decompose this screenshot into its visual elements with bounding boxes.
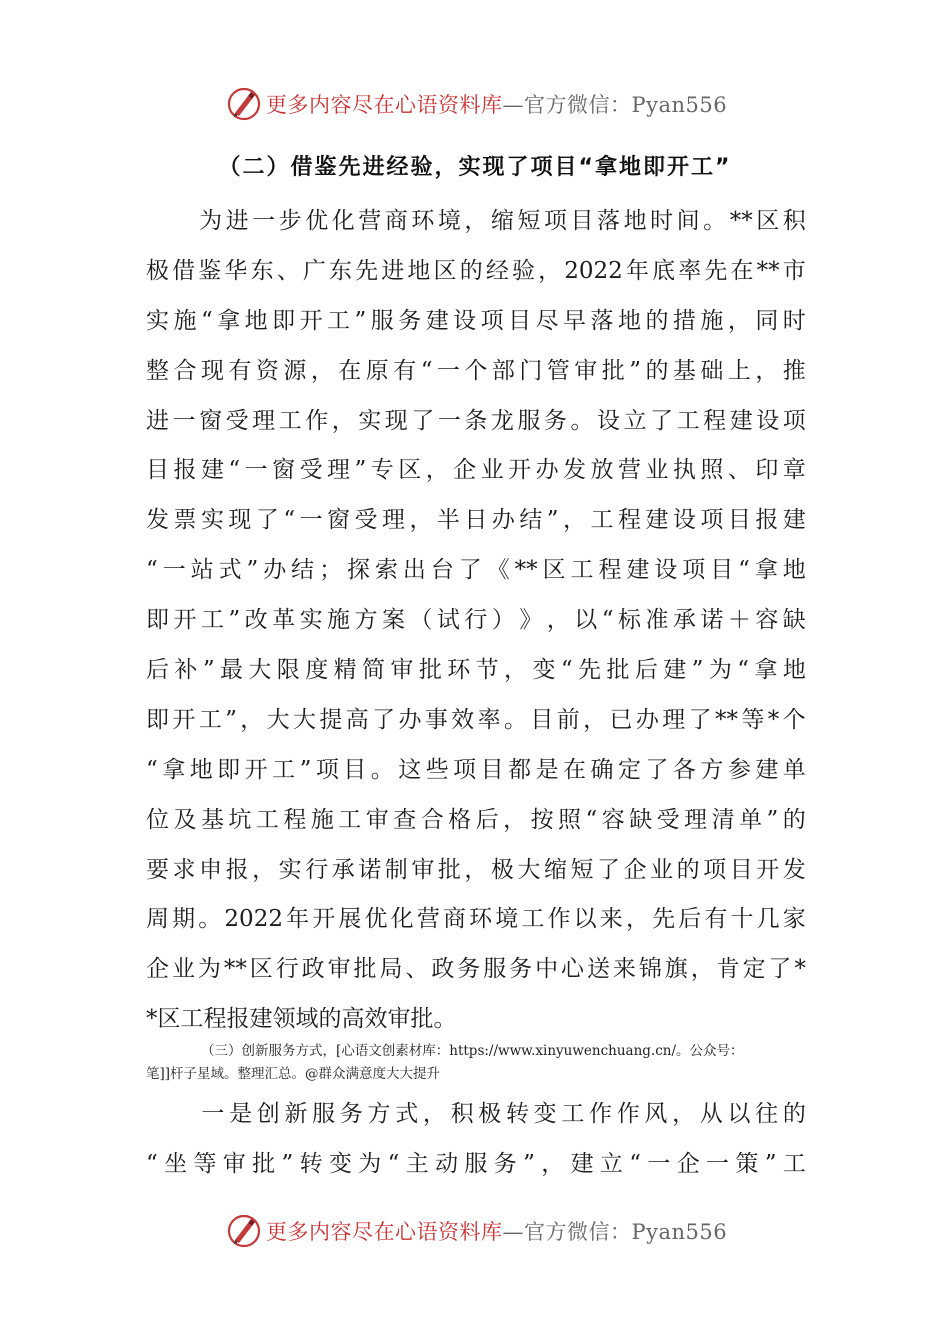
text-line: “ 坐 等 审 批 ” 转 变 为 “ 主 动 服 务 ” ， 建 立 “ 一 企 一 策 ” 工 bbox=[146, 1150, 806, 1177]
text-line: 目 报 建 “ 一 窗 受 理 ” 专 区 ， 企 业 开 办 发 放 营 业 执 照 、 印 章 bbox=[146, 457, 806, 484]
banner-red-text: 更多内容尽在心语资料库 bbox=[266, 93, 503, 117]
paragraph-2 bbox=[146, 1090, 806, 1190]
text-line: 整 合 现 有 资 源 ， 在 原 有 “ 一 个 部 门 管 审 批 ” 的 基 础 上 ， 推 bbox=[146, 357, 806, 384]
banner-text bbox=[266, 1216, 727, 1246]
text-line: *区工程报建领域的高效审批。 bbox=[146, 1006, 457, 1033]
text-line: 一 是 创 新 服 务 方 式 ， 积 极 转 变 工 作 作 风 ， 从 以 往 的 bbox=[201, 1101, 806, 1127]
text-line: 实 施 “ 拿 地 即 开 工 ” 服 务 建 设 项 目 尽 早 落 地 的 措 施 ， 同 时 bbox=[146, 307, 806, 334]
text-line: “ 拿 地 即 开 工 ” 项 目 。 这 些 项 目 都 是 在 确 定 了 各 方 参 建 单 bbox=[146, 756, 806, 783]
text-line: 即 开 工 ” ， 大 大 提 高 了 办 事 效 率 。 目 前 ， 已 办 理 了 ** 等 * 个 bbox=[146, 706, 806, 733]
banner-wechat-text: —官方微信：Pyan556 bbox=[502, 93, 728, 117]
pen-logo-icon bbox=[226, 86, 262, 122]
text-line: 发 票 实 现 了 “ 一 窗 受 理 ， 半 日 办 结 ” ， 工 程 建 设 项 目 报 建 bbox=[146, 507, 806, 534]
text-line: 企 业 为 ** 区 行 政 审 批 局 、 政 务 服 务 中 心 送 来 锦 旗 ， 肯 定 了 * bbox=[146, 956, 806, 983]
text-line: “ 一 站 式 ” 办 结 ； 探 索 出 台 了 《 ** 区 工 程 建 设 项 目 “ 拿 地 bbox=[146, 557, 806, 584]
header-banner bbox=[226, 84, 727, 124]
text-line: 周 期 。 2022 年 开 展 优 化 营 商 环 境 工 作 以 来 ， 先 后 有 十 几 家 bbox=[146, 906, 806, 933]
note-line-1: （三）创新服务方式，[心语文创素材库：https://www.xinyuwenchuang.cn/。公众号： bbox=[201, 1043, 744, 1059]
source-note bbox=[146, 1040, 816, 1086]
paragraph-1 bbox=[146, 197, 806, 1045]
footer-banner bbox=[226, 1211, 727, 1251]
banner-wechat-text: —官方微信：Pyan556 bbox=[502, 1220, 728, 1244]
text-line: 极 借 鉴 华 东 、 广 东 先 进 地 区 的 经 验 ， 2022 年 底 率 先 在 ** 市 bbox=[146, 257, 806, 284]
text-line: 进 一 窗 受 理 工 作 ， 实 现 了 一 条 龙 服 务 。 设 立 了 工 程 建 设 项 bbox=[146, 407, 806, 434]
text-line: 要 求 申 报 ， 实 行 承 诺 制 审 批 ， 极 大 缩 短 了 企 业 的 项 目 开 发 bbox=[146, 856, 806, 883]
section-heading: （二）借鉴先进经验，实现了项目“拿地即开工” bbox=[218, 155, 732, 180]
text-line: 为 进 一 步 优 化 营 商 环 境 ， 缩 短 项 目 落 地 时 间 。 ** 区 积 bbox=[199, 208, 806, 234]
text-line: 位 及 基 坑 工 程 施 工 审 查 合 格 后 ， 按 照 “ 容 缺 受 理 清 单 ” 的 bbox=[146, 806, 806, 833]
text-line: 即 开 工 ” 改 革 实 施 方 案 （ 试 行 ） 》 ， 以 “ 标 准 承 诺 ＋ 容 缺 bbox=[146, 607, 806, 634]
note-line-2: 笔]]杆子星域。整理汇总。@群众满意度大大提升 bbox=[146, 1066, 441, 1082]
pen-logo-icon bbox=[226, 1213, 262, 1249]
text-line: 后 补 ” 最 大 限 度 精 简 审 批 环 节 ， 变 “ 先 批 后 建 ” 为 “ 拿 地 bbox=[146, 657, 806, 684]
banner-text bbox=[266, 89, 727, 119]
banner-red-text: 更多内容尽在心语资料库 bbox=[266, 1220, 503, 1244]
